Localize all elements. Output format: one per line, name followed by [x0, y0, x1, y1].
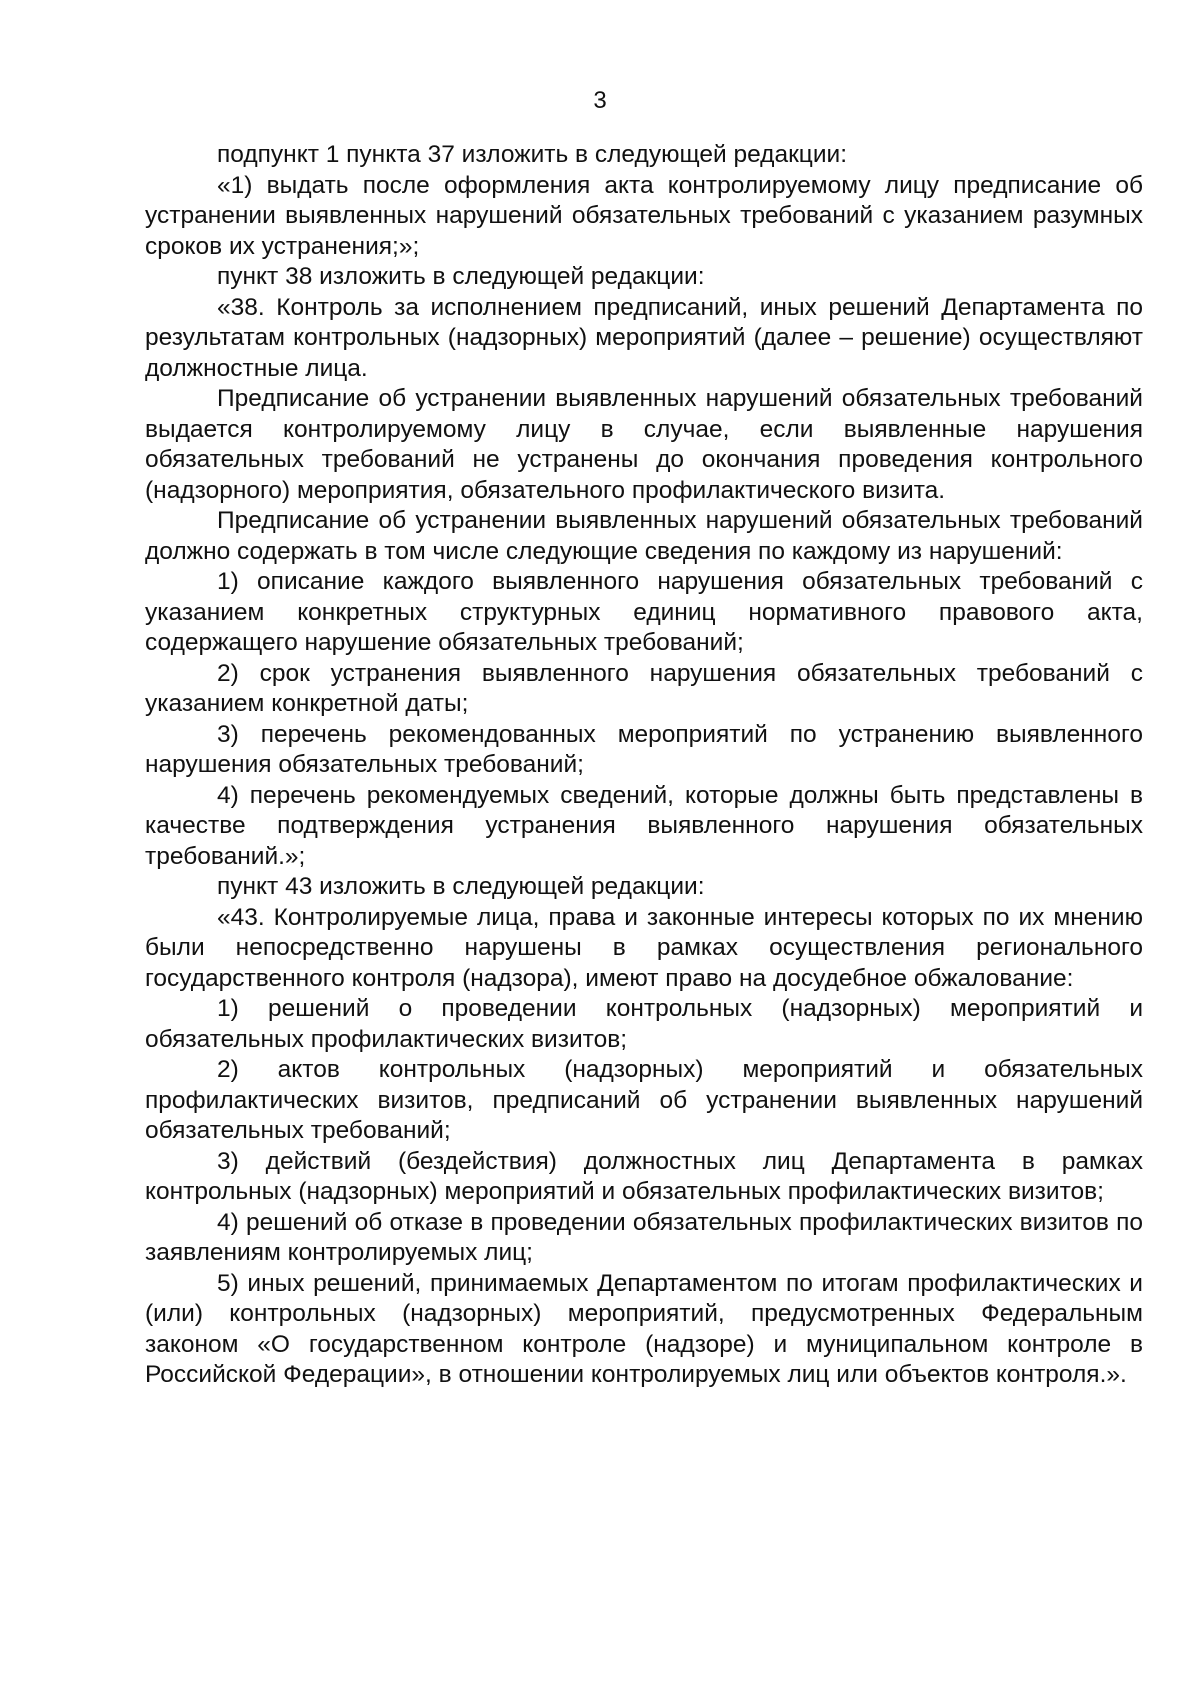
paragraph: «38. Контроль за исполнением предписаний, иных решений Департамента по результатам контрольных (надзорных) мероприятий (далее – решение) осуществляют должностные лица. [145, 293, 1143, 382]
paragraph: 4) решений об отказе в проведении обязательных профилактических визитов по заявлениям контролируемых лиц; [145, 1208, 1143, 1266]
paragraph: Предписание об устранении выявленных нарушений обязательных требований должно содержать в том числе следующие сведения по каждому из нарушений: [145, 507, 1143, 565]
paragraph: 2) актов контрольных (надзорных) мероприятий и обязательных профилактических визитов, предписаний об устранении выявленных нарушений обязательных требований; [145, 1056, 1143, 1144]
paragraph: пункт 43 изложить в следующей редакции: [217, 873, 705, 900]
paragraph: 2) срок устранения выявленного нарушения обязательных требований с указанием конкретной даты; [145, 659, 1143, 717]
paragraph: Предписание об устранении выявленных нарушений обязательных требований выдается контролируемому лицу в случае, если выявленные нарушения обязательных требований не устранены до окончания проведения контрольного (надзорного) мероприятия, обязательного профилактического визита. [145, 385, 1143, 504]
paragraph: 3) перечень рекомендованных мероприятий по устранению выявленного нарушения обязательных требований; [145, 720, 1143, 778]
paragraph: пункт 38 изложить в следующей редакции: [217, 263, 705, 290]
paragraph: «1) выдать после оформления акта контролируемому лицу предписание об устранении выявленных нарушений обязательных требований с указанием разумных сроков их устранения;»; [145, 171, 1143, 260]
document-body [145, 140, 1143, 1391]
paragraph: подпункт 1 пункта 37 изложить в следующей редакции: [217, 141, 848, 168]
paragraph: 1) описание каждого выявленного нарушения обязательных требований с указанием конкретных структурных единиц нормативного правового акта, содержащего нарушение обязательных требований; [145, 568, 1143, 656]
paragraph: 3) действий (бездействия) должностных лиц Департамента в рамках контрольных (надзорных) мероприятий и обязательных профилактических визитов; [145, 1147, 1143, 1205]
paragraph: 4) перечень рекомендуемых сведений, которые должны быть представлены в качестве подтверждения устранения выявленного нарушения обязательных требований.»; [145, 781, 1143, 870]
paragraph: 5) иных решений, принимаемых Департаментом по итогам профилактических и (или) контрольных (надзорных) мероприятий, предусмотренных Федеральным законом «О государственном контроле (надзоре) и муниципальном контроле в Российской Федерации», в отношении контролируемых лиц или объектов контроля.». [145, 1269, 1143, 1388]
paragraph: «43. Контролируемые лица, права и законные интересы которых по их мнению были непосредственно нарушены в рамках осуществления регионального государственного контроля (надзора), имеют право на досудебное обжалование: [145, 903, 1143, 992]
paragraph: 1) решений о проведении контрольных (надзорных) мероприятий и обязательных профилактических визитов; [145, 995, 1143, 1053]
page-number: 3 [593, 87, 607, 114]
